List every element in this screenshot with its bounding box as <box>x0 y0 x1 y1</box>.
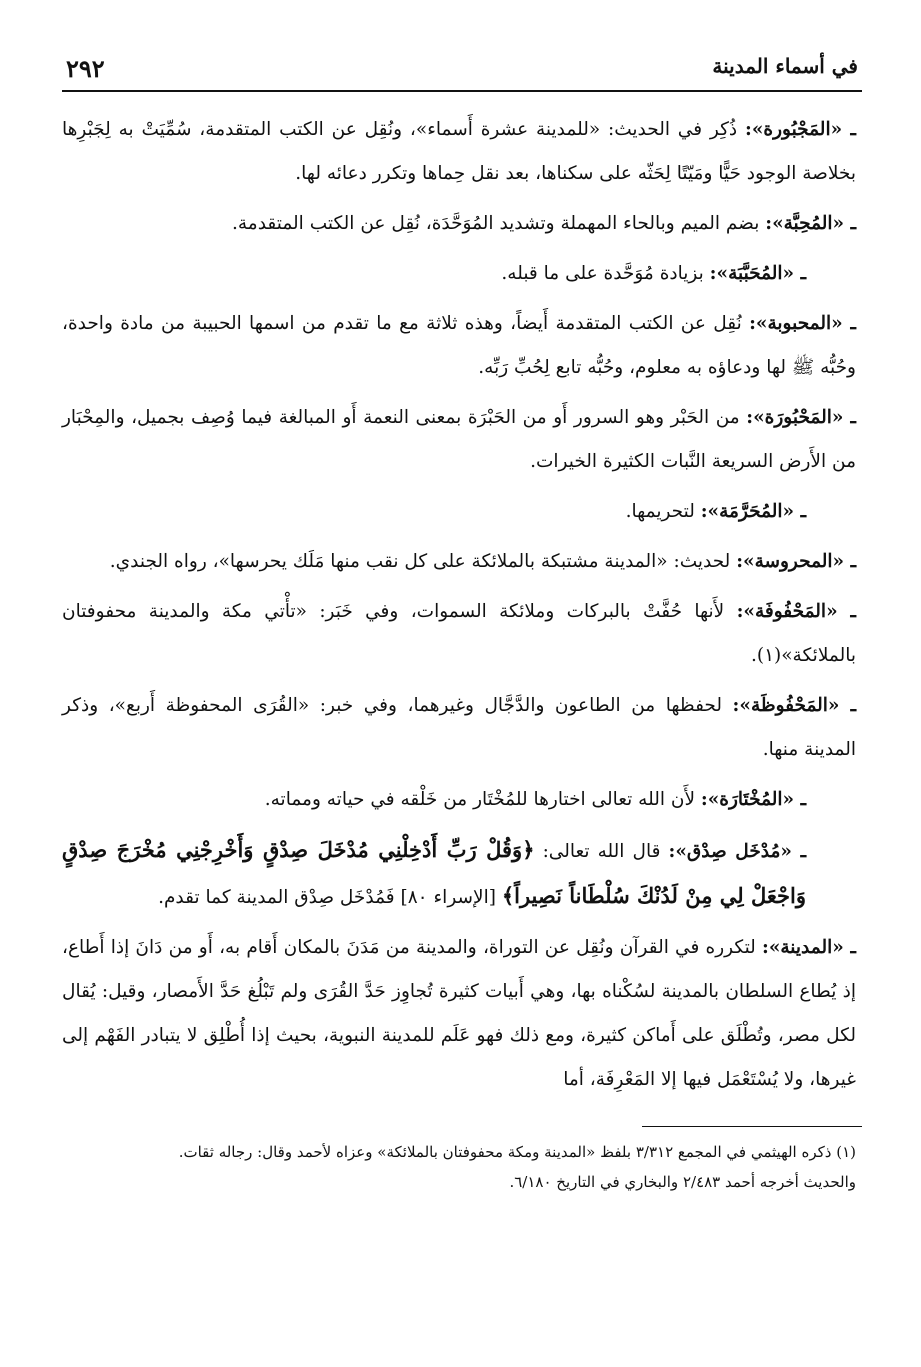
entry-text: ذُكِر في الحديث: «للمدينة عشرة أَسماء»، ونُقِل عن الكتب المتقدمة، سُمِّيَتْ به لِجَبْرِها بخلاصة الوجود حَيًّا ومَيّتًا لِحَثّه على سكناها، بعد نقل حِماها وتكرر دعائه لها. <box>62 119 856 184</box>
entry-mahfuza: ـ «المَحْفُوظَة»: لحفظها من الطاعون والدَّجَّال وغيرهما، وفي خبر: «القُرَى المحفوظة أَربع»، وذكر المدينة منها. <box>62 695 856 760</box>
entry-muhibba: ـ «المُحِبَّة»: بضم الميم وبالحاء المهملة وتشديد المُوَحَّدَة، نُقِل عن الكتب المتقدمة. <box>231 213 856 234</box>
book-page <box>62 40 862 1340</box>
page-header <box>62 40 862 92</box>
entry-term: «المَجْبُورة»: <box>745 119 843 140</box>
entry-mukhtara: ـ «المُخْتَارَة»: لأَن الله تعالى اختارها للمُخْتَار من خَلْقه في حياته ومماته. <box>264 789 806 810</box>
verse-reference: [الإسراء ٨٠] فَمُدْخَل صِدْق المدينة كما تقدم. <box>158 887 502 908</box>
entry-text: قال الله تعالى: <box>534 841 669 862</box>
entry-muhabbaba: ـ «المُحَبَّبَة»: بزيادة مُوَحَّدة على ما قبله. <box>501 263 806 284</box>
entry-term: «المَحْفُوفَة»: <box>736 601 838 622</box>
footnote-1-continued: والحديث أخرجه أحمد ٢/٤٨٣ والبخاري في التاريخ ٦/١٨٠. <box>509 1173 856 1191</box>
entry-term: «مُدْخَل صِدْق»: <box>668 841 792 862</box>
entry-text: بضم الميم وبالحاء المهملة وتشديد المُوَحَّدَة، نُقِل عن الكتب المتقدمة. <box>231 213 766 234</box>
entry-mahfufa: ـ «المَحْفُوفَة»: لأَنها حُفَّتْ بالبركات وملائكة السموات، وفي خَبَر: «تأْتي مكة والمدينة محفوفتان بالملائكة»(١). <box>62 601 856 666</box>
entry-mahbuba: ـ «المحبوبة»: نُقِل عن الكتب المتقدمة أَيضاً، وهذه ثلاثة مع ما تقدم من اسمها الحبيبة من مادة واحدة، وحُبُّه ﷺ لها ودعاؤه به معلوم، وحُبُّه تابع لِحُبِّ رَبِّه. <box>62 313 856 378</box>
entry-madina: ـ «المدينة»: لتكرره في القرآن ونُقِل عن التوراة، والمدينة من مَدَنَ بالمكان أَقام به، أَو من دَانَ إذا أَطاع، إذ يُطاع السلطان بالمدينة لسُكْناه بها، وهي أَبيات كثيرة تُجاوِز حَدَّ القُرَى ولم تَبْلُغ حَدَّ الأَمصار، وقيل: يُقال لكل مصر، وتُطْلَق على أَماكن كثيرة، ومع ذلك فهو عَلَم للمدينة النبوية، بحيث إذا أُطْلِق لا يتبادر الفَهْم إلى غيرها، ولا يُسْتَعْمَل فيها إلا المَعْرِفَة، أما <box>62 937 856 1090</box>
entry-text: نُقِل عن الكتب المتقدمة أَيضاً، وهذه ثلاثة مع ما تقدم من اسمها الحبيبة من مادة واحدة، وحُبُّه ﷺ لها ودعاؤه به معلوم، وحُبُّه تابع لِحُبِّ رَبِّه. <box>62 313 856 378</box>
page-number: ٢٩٢ <box>66 54 105 83</box>
running-title: في أسماء المدينة <box>712 54 858 78</box>
footnote-divider <box>642 1126 862 1127</box>
entry-text: بزيادة مُوَحَّدة على ما قبله. <box>501 263 710 284</box>
entry-term: «المُحَرَّمَة»: <box>700 501 795 522</box>
entry-text: لحفظها من الطاعون والدَّجَّال وغيرهما، وفي خبر: «القُرَى المحفوظة أَربع»، وذكر المدينة منها. <box>62 695 856 760</box>
entry-mahbura: ـ «المَحْبُورَة»: من الحَبْر وهو السرور أَو من الحَبْرَة بمعنى النعمة أَو المبالغة فيما وُصِف بجميل، والمِحْبَار من الأَرض السريعة النَّبات الكثيرة الخيرات. <box>62 407 856 472</box>
entry-term: «المُخْتَارَة»: <box>700 789 795 810</box>
entry-term: «المُحِبَّة»: <box>765 213 845 234</box>
entry-text: لأَن الله تعالى اختارها للمُخْتَار من خَلْقه في حياته ومماته. <box>264 789 701 810</box>
entry-text: لحديث: «المدينة مشتبكة بالملائكة على كل نقب منها مَلَك يحرسها»، رواه الجندي. <box>109 551 737 572</box>
entry-text: لتحريمها. <box>625 501 701 522</box>
entry-term: «المحبوبة»: <box>749 313 843 334</box>
footnotes <box>62 1137 862 1197</box>
entry-mahrusa: ـ «المحروسة»: لحديث: «المدينة مشتبكة بالملائكة على كل نقب منها مَلَك يحرسها»، رواه الجندي. <box>109 551 856 572</box>
entry-majbura: ـ «المَجْبُورة»: ذُكِر في الحديث: «للمدينة عشرة أَسماء»، ونُقِل عن الكتب المتقدمة، سُمِّيَتْ به لِجَبْرِها بخلاصة الوجود حَيًّا ومَيّتًا لِحَثّه على سكناها، بعد نقل حِماها وتكرر دعائه لها. <box>62 119 856 184</box>
entry-text: لأَنها حُفَّتْ بالبركات وملائكة السموات، وفي خَبَر: «تأْتي مكة والمدينة محفوفتان بالملائكة»(١). <box>62 601 856 666</box>
entry-muharrama: ـ «المُحَرَّمَة»: لتحريمها. <box>625 501 806 522</box>
entry-term: «المحروسة»: <box>736 551 845 572</box>
entry-term: «المَحْفُوظَة»: <box>732 695 840 716</box>
entry-mudkhal-sidq: ـ «مُدْخَل صِدْق»: قال الله تعالى: ﴿وَقُلْ رَبِّ أَدْخِلْنِي مُدْخَلَ صِدْقٍ وَأَخْرِجْنِي مُخْرَجَ صِدْقٍ وَاجْعَلْ لِي مِنْ لَدُنْكَ سُلْطَاناً نَصِيراً﴾ [الإسراء ٨٠] فَمُدْخَل صِدْق المدينة كما تقدم. <box>62 837 806 908</box>
main-text <box>62 108 862 1102</box>
footnote-1: (١) ذكره الهيثمي في المجمع ٣/٣١٢ بلفظ «المدينة ومكة محفوفتان بالملائكة» وعزاه لأحمد وقال: رجاله ثقات. <box>178 1143 856 1161</box>
entry-term: «المدينة»: <box>762 937 844 958</box>
entry-term: «المَحْبُورَة»: <box>746 407 844 428</box>
entry-term: «المُحَبَّبَة»: <box>709 263 795 284</box>
entry-text: لتكرره في القرآن ونُقِل عن التوراة، والمدينة من مَدَنَ بالمكان أَقام به، أَو من دَانَ إذا أَطاع، إذ يُطاع السلطان بالمدينة لسُكْناه بها، وهي أَبيات كثيرة تُجاوِز حَدَّ القُرَى ولم تَبْلُغ حَدَّ الأَمصار، وقيل: يُقال لكل مصر، وتُطْلَق على أَماكن كثيرة، ومع ذلك فهو عَلَم للمدينة النبوية، بحيث إذا أُطْلِق لا يتبادر الفَهْم إلى غيرها، ولا يُسْتَعْمَل فيها إلا المَعْرِفَة، أما <box>62 937 856 1090</box>
quran-verse: ﴿وَقُلْ رَبِّ أَدْخِلْنِي مُدْخَلَ صِدْقٍ وَأَخْرِجْنِي مُخْرَجَ صِدْقٍ وَاجْعَلْ لِي مِنْ لَدُنْكَ سُلْطَاناً نَصِيراً﴾ <box>62 837 806 908</box>
entry-text: من الحَبْر وهو السرور أَو من الحَبْرَة بمعنى النعمة أَو المبالغة فيما وُصِف بجميل، والمِحْبَار من الأَرض السريعة النَّبات الكثيرة الخيرات. <box>62 407 856 472</box>
